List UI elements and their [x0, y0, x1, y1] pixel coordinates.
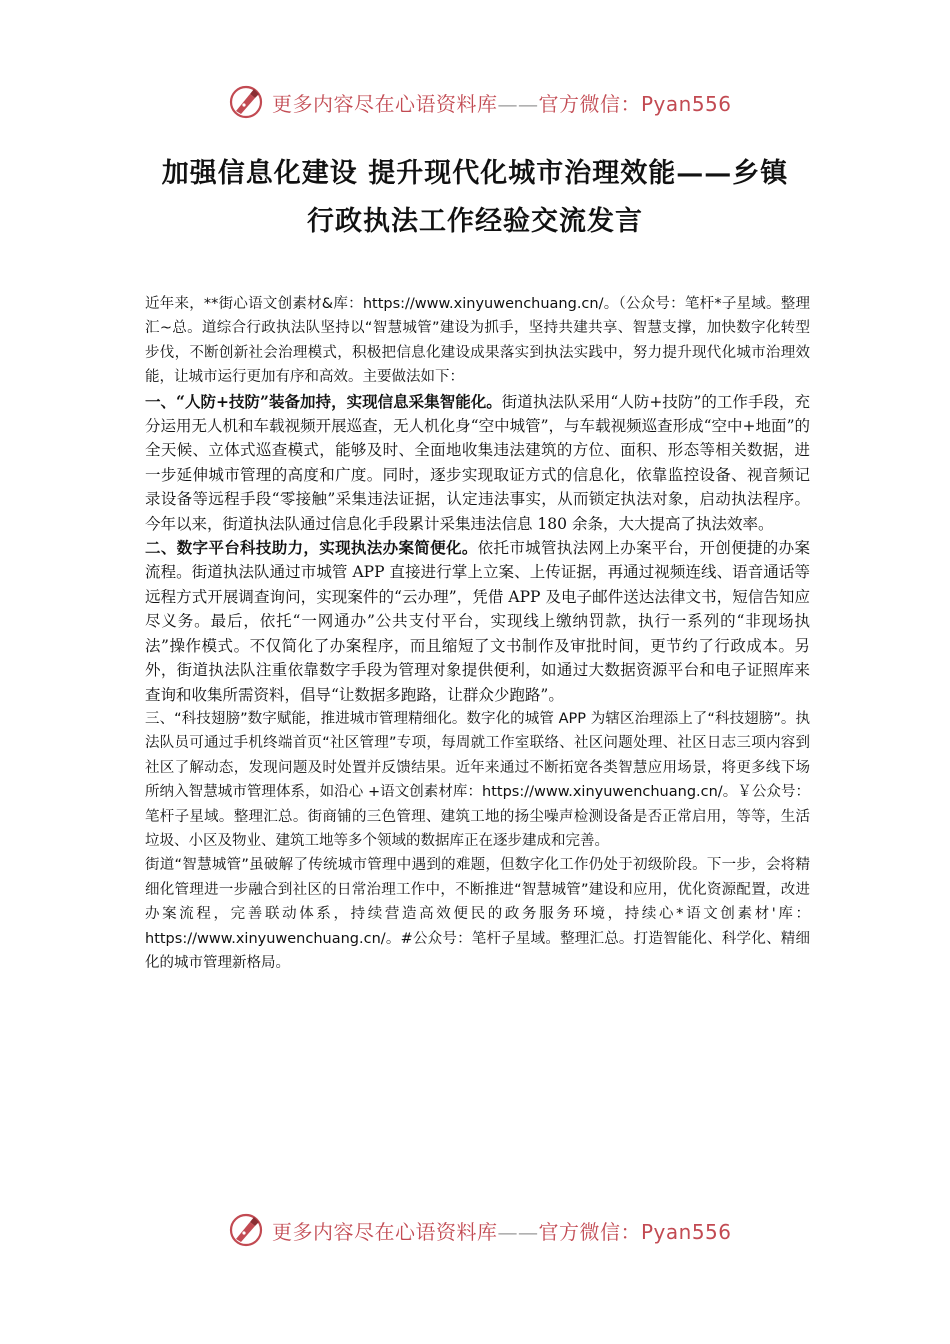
- banner-label: 官方微信：: [538, 91, 641, 116]
- header-banner: [228, 82, 732, 122]
- title-line-2: 行政执法工作经验交流发言: [307, 206, 643, 237]
- section-2-paragraph: [145, 536, 810, 707]
- banner-wechat-id: Pyan556: [641, 91, 732, 116]
- banner-main-text: 更多内容尽在心语资料库: [272, 1219, 498, 1244]
- section-2-heading: 二、数字平台科技助力，实现执法办案简便化。: [145, 538, 478, 558]
- banner-label: 官方微信：: [538, 1219, 641, 1244]
- section-1-heading: 一、“人防+技防”装备加持，实现信息采集智能化。: [145, 391, 502, 411]
- section-3-paragraph: 三、“科技翅膀”数字赋能，推进城市管理精细化。数字化的城管 APP 为辖区治理添上了“科技翅膀”。执法队员可通过手机终端首页“社区管理”专项，每周就工作室联络、社区问题处理、社区日志三项内容到社区了解动态，发现问题及时处置并反馈结果。近年来通过不断拓宽各类智慧应用场景，将更多线下场所纳入智慧城市管理体系，如沿心 +语文创素材库：https://www.xinyuwenchuang.cn/。￥公众号：笔杆子星域。整理汇总。街商铺的三色管理、建筑工地的扬尘噪声检测设备是否正常启用，等等，生活垃圾、小区及物业、建筑工地等多个领域的数据库正在逐步建成和完善。: [145, 710, 810, 849]
- banner-separator: ——: [497, 1219, 539, 1244]
- banner-main-text: 更多内容尽在心语资料库: [272, 91, 498, 116]
- footer-banner: [228, 1210, 732, 1250]
- intro-paragraph: 近年来，**街心语文创素材&库：https://www.xinyuwenchuang.cn/。（公众号：笔杆*子星域。整理汇~总。道综合行政执法队坚持以“智慧城管”建设为抓手，坚持共建共享、智慧支撑，加快数字化转型步伐，不断创新社会治理模式，积极把信息化建设成果落实到执法实践中，努力提升现代化城市治理效能，让城市运行更加有序和高效。主要做法如下：: [145, 296, 810, 386]
- closing-paragraph: 街道“智慧城管”虽破解了传统城市管理中遇到的难题，但数字化工作仍处于初级阶段。下一步，会将精细化管理进一步融合到社区的日常治理工作中，不断推进“智慧城管”建设和应用，优化资源配置，改进办案流程，完善联动体系，持续营造高效便民的政务服务环境，持续心*语文创素材'库：https://www.xinyuwenchuang.cn/。#公众号：笔杆子星域。整理汇总。打造智能化、科学化、精细化的城市管理新格局。: [145, 857, 810, 971]
- document-body: [145, 292, 810, 975]
- banner-wechat-id: Pyan556: [641, 1219, 732, 1244]
- pen-nib-logo-icon: [228, 1212, 264, 1248]
- section-2-text: 依托市城管执法网上办案平台，开创便捷的办案流程。街道执法队通过市城管 APP 直接进行掌上立案、上传证据，再通过视频连线、语音通话等远程方式开展调查询问，实现案件的“云办理”，凭借 APP 及电子邮件送达法律文书，短信告知应尽义务。最后，依托“一网通办”公共支付平台，实现线上缴纳罚款，执行一系列的“非现场执法”操作模式。不仅简化了办案程序，而且缩短了文书制作及审批时间，更节约了行政成本。另外，街道执法队注重依靠数字手段为管理对象提供便利，如通过大数据资源平台和电子证照库来查询和收集所需资料，倡导“让数据多跑路，让群众少跑路”。: [145, 539, 810, 704]
- page-title: [100, 150, 850, 246]
- banner-separator: ——: [497, 91, 539, 116]
- section-1-paragraph: [145, 390, 810, 536]
- pen-nib-logo-icon: [228, 84, 264, 120]
- section-1-text: 街道执法队采用“人防+技防”的工作手段，充分运用无人机和车载视频开展巡查，无人机化身“空中城管”，与车载视频巡查形成“空中+地面”的全天候、立体式巡查模式，能够及时、全面地收集违法建筑的方位、面积、形态等相关数据，进一步延伸城市管理的高度和广度。同时，逐步实现取证方式的信息化，依靠监控设备、视音频记录设备等远程手段“零接触”采集违法证据，认定违法事实，从而锁定执法对象，启动执法程序。今年以来，街道执法队通过信息化手段累计采集违法信息 180 余条，大大提高了执法效率。: [145, 392, 810, 533]
- title-line-1: 加强信息化建设 提升现代化城市治理效能——乡镇: [161, 158, 789, 189]
